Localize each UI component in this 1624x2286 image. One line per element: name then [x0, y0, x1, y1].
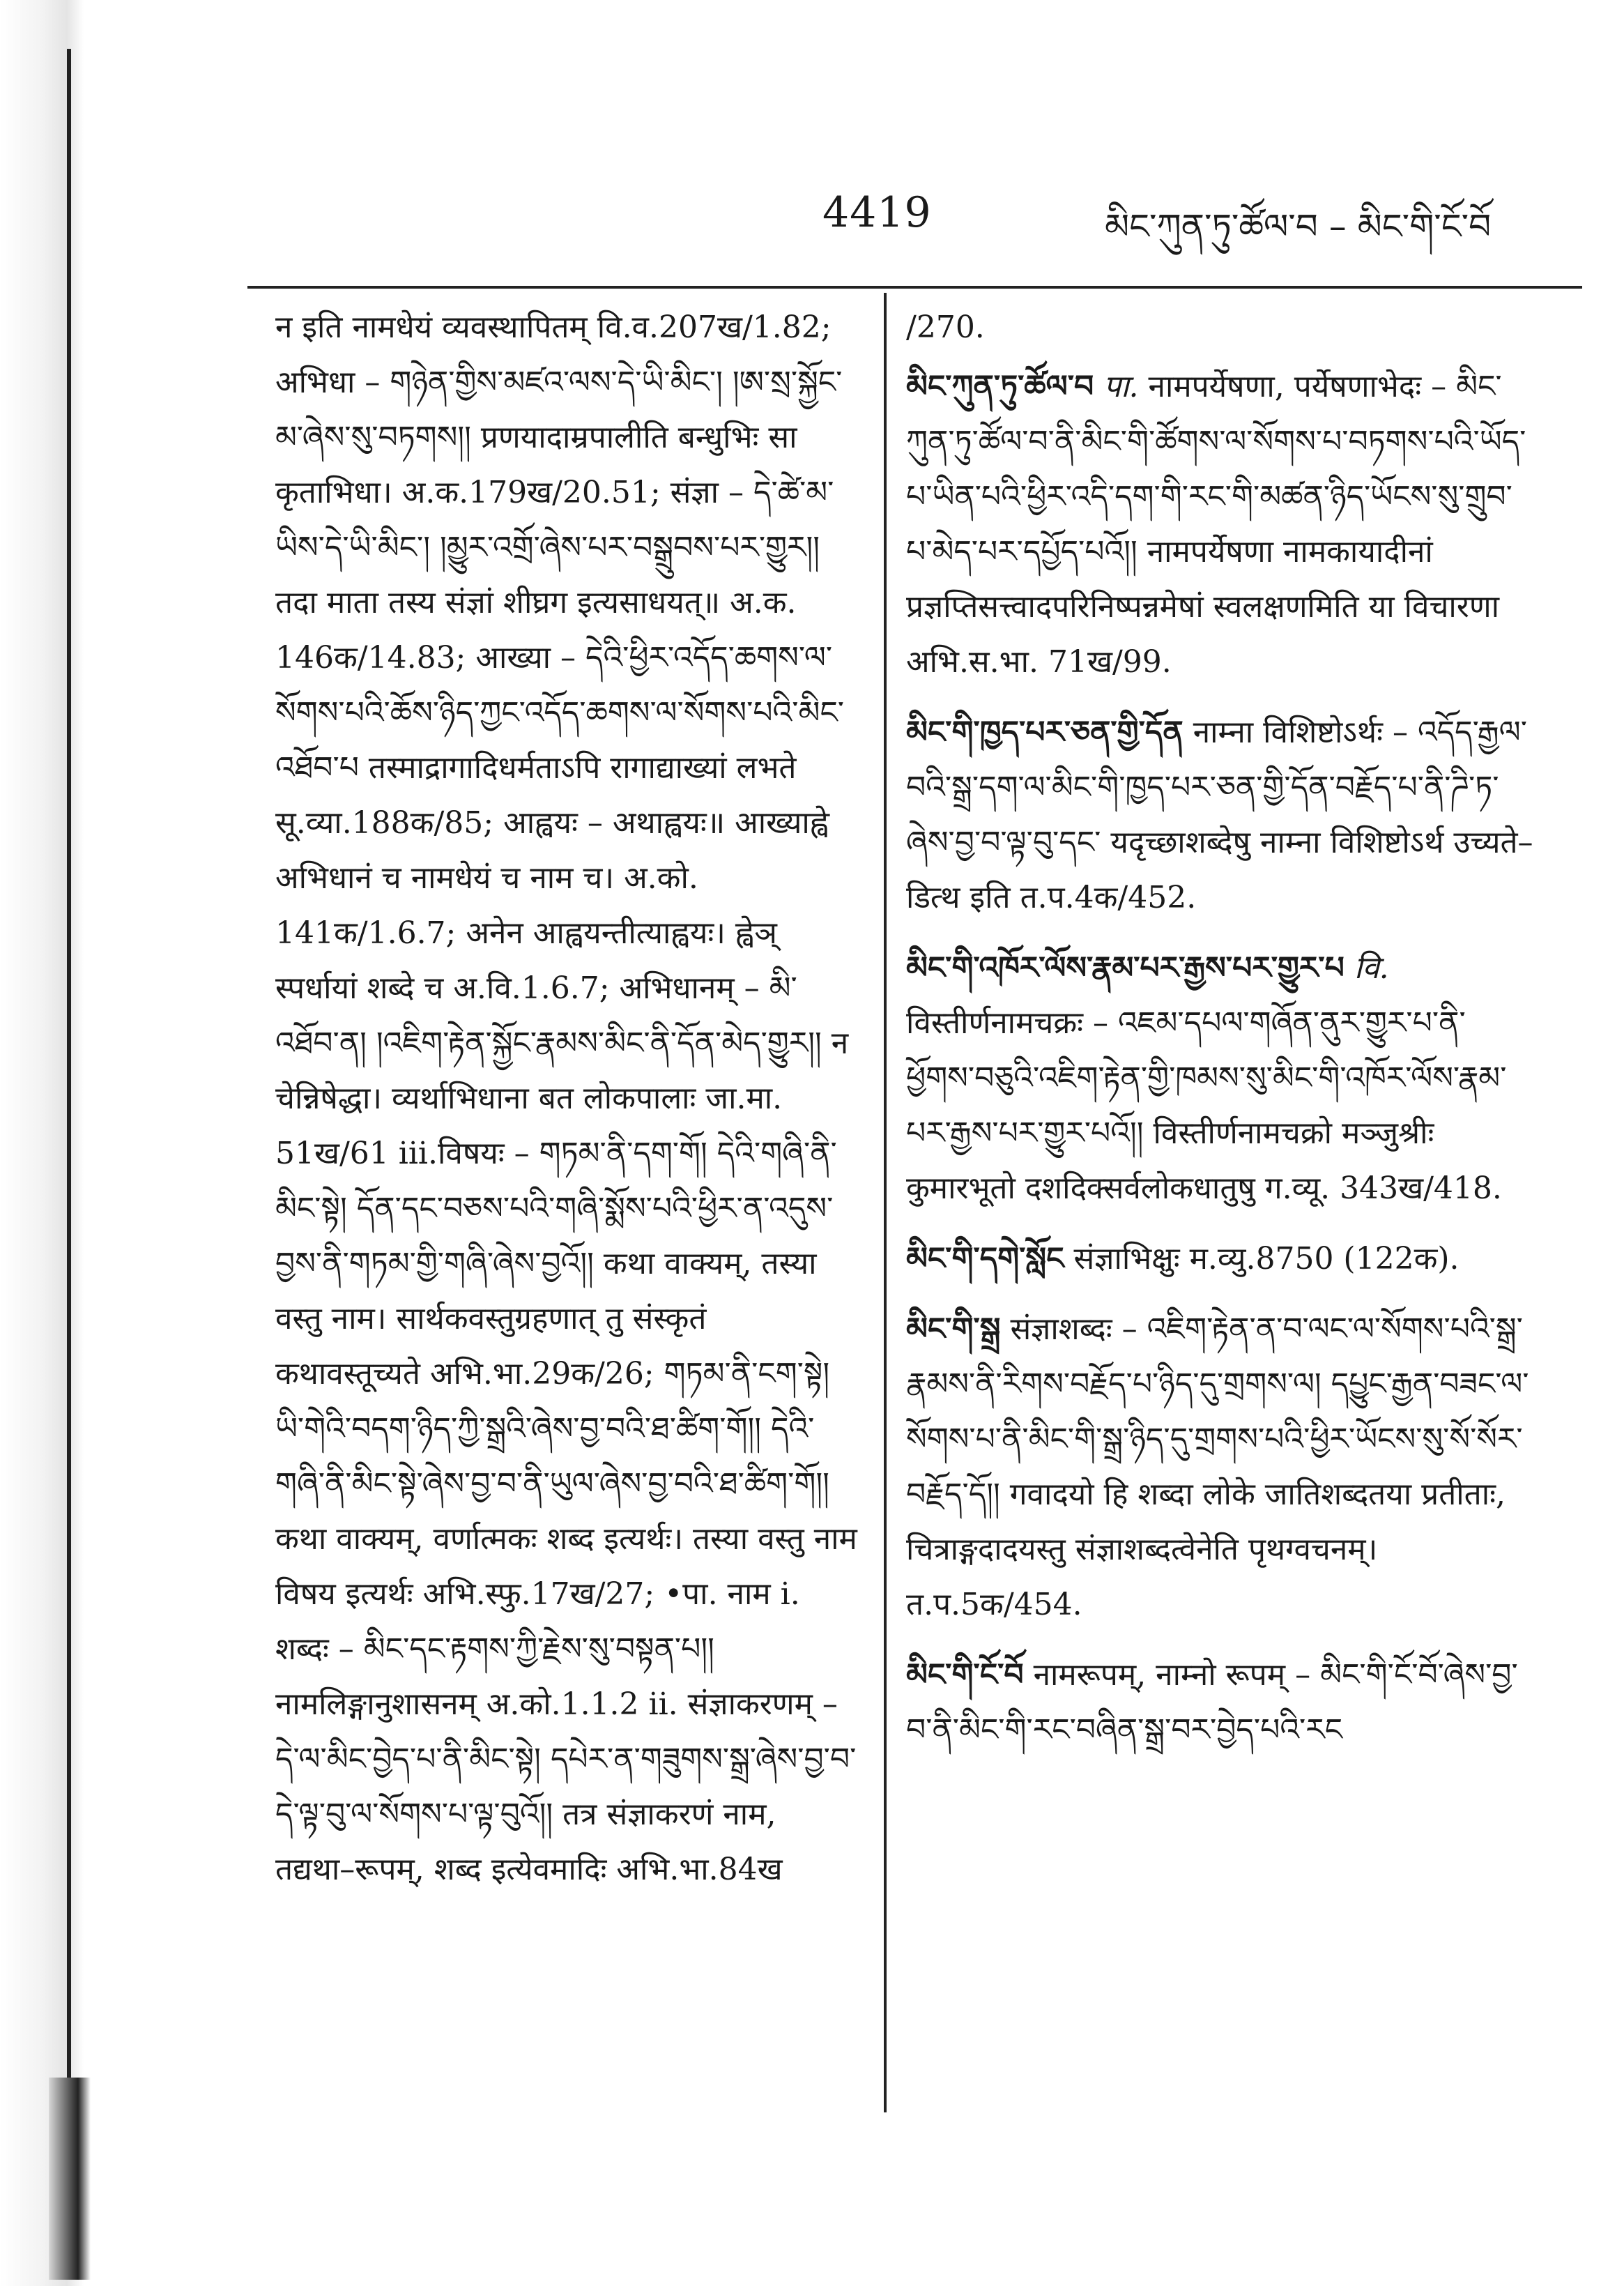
entry-headword: མིང་གི་དགེ་སློང	[906, 1241, 1064, 1277]
entry-headword: མིང་ཀུན་ཏུ་ཚོལ་བ	[906, 369, 1094, 404]
dictionary-entry	[906, 1302, 1533, 1632]
dictionary-entry	[906, 705, 1533, 925]
dictionary-entry	[906, 1231, 1533, 1286]
binding-edge-line	[67, 49, 71, 2266]
entry-definition: संज्ञाभिक्षुः म.व्यु.8750 (122क).	[1073, 1241, 1460, 1277]
dictionary-entry	[906, 359, 1533, 689]
entry-definition: नामरूपम्, नाम्नो रूपम् – མིང་གི་ངོ་བོ་ཞེས་བྱ་བ་ནི་མིང་གི་རང་བཞིན་སྒྲ་བར་བྱེད་པའི་རང	[906, 1657, 1518, 1748]
entry-grammar: वि.	[1354, 950, 1389, 986]
entry-headword: མིང་གི་ཁྱད་པར་ཅན་གྱི་དོན	[906, 715, 1183, 750]
dictionary-entry	[906, 1647, 1533, 1758]
entry-definition: विस्तीर्णनामचक्रः – འཇམ་དཔལ་གཞོན་ནུར་གྱུར་པ་ནི་ཕྱོགས་བཅུའི་འཇིག་རྟེན་གྱི་ཁམས་སུ་མིང་གི་འཁོར་ལོས་རྣམ་པར་རྒྱས་པར་གྱུར་པའོ།། विस्तीर्णनामचक्रो मञ्जुश्रीः कुमारभूतो दशदिक्सर्वलोकधातुषु ग.व्यू. 343ख/418.	[906, 1005, 1507, 1206]
column-divider	[884, 293, 887, 2112]
left-column-text: न इति नामधेयं व्यवस्थापितम् वि.व.207ख/1.82; अभिधा – གཉེན་གྱིས་མཛའ་ལས་དེ་ཡི་མིང་། །ཨ་སྲ་སྐྱོང་མ་ཞེས་སུ་བཏགས།། प्रणयादाम्रपालीति बन्धुभिः सा कृताभिधा। अ.क.179ख/20.51; संज्ञा – དེ་ཚེ་མ་ཡིས་དེ་ཡི་མིང་། །མྱུར་འགྲོ་ཞེས་པར་བསྒྲུབས་པར་གྱུར།། तदा माता तस्य संज्ञां शीघ्रग इत्यसाधयत्॥ अ.क. 146क/14.83; आख्या – དེའི་ཕྱིར་འདོད་ཆགས་ལ་སོགས་པའི་ཆོས་ཉིད་ཀྱང་འདོད་ཆགས་ལ་སོགས་པའི་མིང་འཐོབ་པ तस्माद्रागादिधर्मताऽपि रागाद्याख्यां लभते सू.व्या.188क/85; आह्वयः – अथाह्वयः॥ आख्याह्वे अभिधानं च नामधेयं च नाम च। अ.को. 141क/1.6.7; अनेन आह्वयन्तीत्याह्वयः। ह्वेञ् स्पर्धायां शब्दे च अ.वि.1.6.7; अभिधानम् – མི་འཐོབ་ན། །འཇིག་རྟེན་སྐྱོང་རྣམས་མིང་ནི་དོན་མེད་གྱུར།། न चेन्निषेद्धा। व्यर्थाभिधाना बत लोकपालाः जा.मा. 51ख/61 iii.विषयः – གཏམ་ནི་དག་གོ། དེའི་གཞི་ནི་མིང་སྟེ། དོན་དང་བཅས་པའི་གཞི་སྨོས་པའི་ཕྱིར་ན་འདུས་བྱས་ནི་གཏམ་གྱི་གཞི་ཞེས་བྱའོ།། कथा वाक्यम्, तस्या वस्तु नाम। सार्थकवस्तुग्रहणात् तु संस्कृतं कथावस्तूच्यते अभि.भा.29क/26; གཏམ་ནི་ངག་སྟེ། ཡི་གེའི་བདག་ཉིད་ཀྱི་སྒྲའི་ཞེས་བྱ་བའི་ཐ་ཚིག་གོ།། དེའི་གཞི་ནི་མིང་སྟེ་ཞེས་བྱ་བ་ནི་ཡུལ་ཞེས་བྱ་བའི་ཐ་ཚིག་གོ།། कथा वाक्यम्, वर्णात्मकः शब्द इत्यर्थः। तस्या वस्तु नाम विषय इत्यर्थः अभि.स्फु.17ख/27; •पा. नाम i. शब्दः – མིང་དང་རྟགས་ཀྱི་རྗེས་སུ་བསྟན་པ།། नामलिङ्गानुशासनम् अ.को.1.1.2 ii. संज्ञाकरणम् – དེ་ལ་མིང་བྱེད་པ་ནི་མིང་སྟེ། དཔེར་ན་གཟུགས་སྒྲ་ཞེས་བྱ་བ་དེ་ལྟ་བུ་ལ་སོགས་པ་ལྟ་བུའོ།། तत्र संज्ञाकरणं नाम, तद्यथा–रूपम्, शब्द इत्येवमादिः अभि.भा.84ख	[275, 310, 857, 1887]
header-rule	[247, 286, 1582, 289]
entry-definition: संज्ञाशब्दः – འཇིག་རྟེན་ན་བ་ལང་ལ་སོགས་པའི་སྒྲ་རྣམས་ནི་རིགས་བརྗོད་པ་ཉིད་དུ་གྲགས་ལ། དཔྱུང་རྒྱན་བཟང་ལ་སོགས་པ་ནི་མིང་གི་སྒྲ་ཉིད་དུ་གྲགས་པའི་ཕྱིར་ཡོངས་སུ་སོ་སོར་བརྗོད་དོ།། गवादयो हि शब्दा लोके जातिशब्दतया प्रतीताः, चित्राङ्गदादयस्तु संज्ञाशब्दत्वेनेति पृथग्वचनम्। त.प.5क/454.	[906, 1311, 1529, 1622]
binding-shadow	[0, 0, 84, 2286]
entry-definition: नाम्ना विशिष्टोऽर्थः – འདོད་རྒྱལ་བའི་སྒྲ་དག་ལ་མིང་གི་ཁྱད་པར་ཅན་གྱི་དོན་བརྗོད་པ་ནི་ཌི་ཏ་ཞེས་བྱ་བ་ལྟ་བུ་དང་ यदृच्छाशब्देषु नाम्ना विशिष्टोऽर्थ उच्यते–डित्थ इति त.प.4क/452.	[906, 715, 1533, 915]
entry-headword: མིང་གི་སྒྲ	[906, 1311, 1001, 1347]
left-column	[275, 300, 857, 1897]
entry-definition: नामपर्येषणा, पर्येषणाभेदः – མིང་ཀུན་ཏུ་ཚོལ་བ་ནི་མིང་གི་ཚོགས་ལ་སོགས་པ་བཏགས་པའི་ཡོད་པ་ཡིན་པའི་ཕྱིར་འདི་དག་གི་རང་གི་མཚན་ཉིད་ཡོངས་སུ་གྲུབ་པ་མེད་པར་དཔྱོད་པའོ།། नामपर्येषणा नामकायादीनां प्रज्ञप्तिसत्त्वादपरिनिष्पन्नमेषां स्वलक्षणमिति या विचारणा अभि.स.भा. 71ख/99.	[906, 369, 1526, 680]
page-number: 4419	[822, 188, 932, 237]
entry-headword: མིང་གི་ངོ་བོ	[906, 1657, 1024, 1693]
dictionary-entry	[906, 940, 1533, 1216]
running-head: མིང་ཀུན་ཏུ་ཚོལ་བ – མིང་གི་ངོ་བོ	[1105, 206, 1492, 247]
continuation-text: /270.	[906, 310, 985, 345]
binding-foot-shadow	[49, 2078, 91, 2280]
entry-headword: མིང་གི་འཁོར་ལོས་རྣམ་པར་རྒྱས་པར་གྱུར་པ	[906, 950, 1345, 986]
entry-grammar: पा.	[1103, 369, 1139, 404]
right-column	[906, 300, 1533, 1773]
